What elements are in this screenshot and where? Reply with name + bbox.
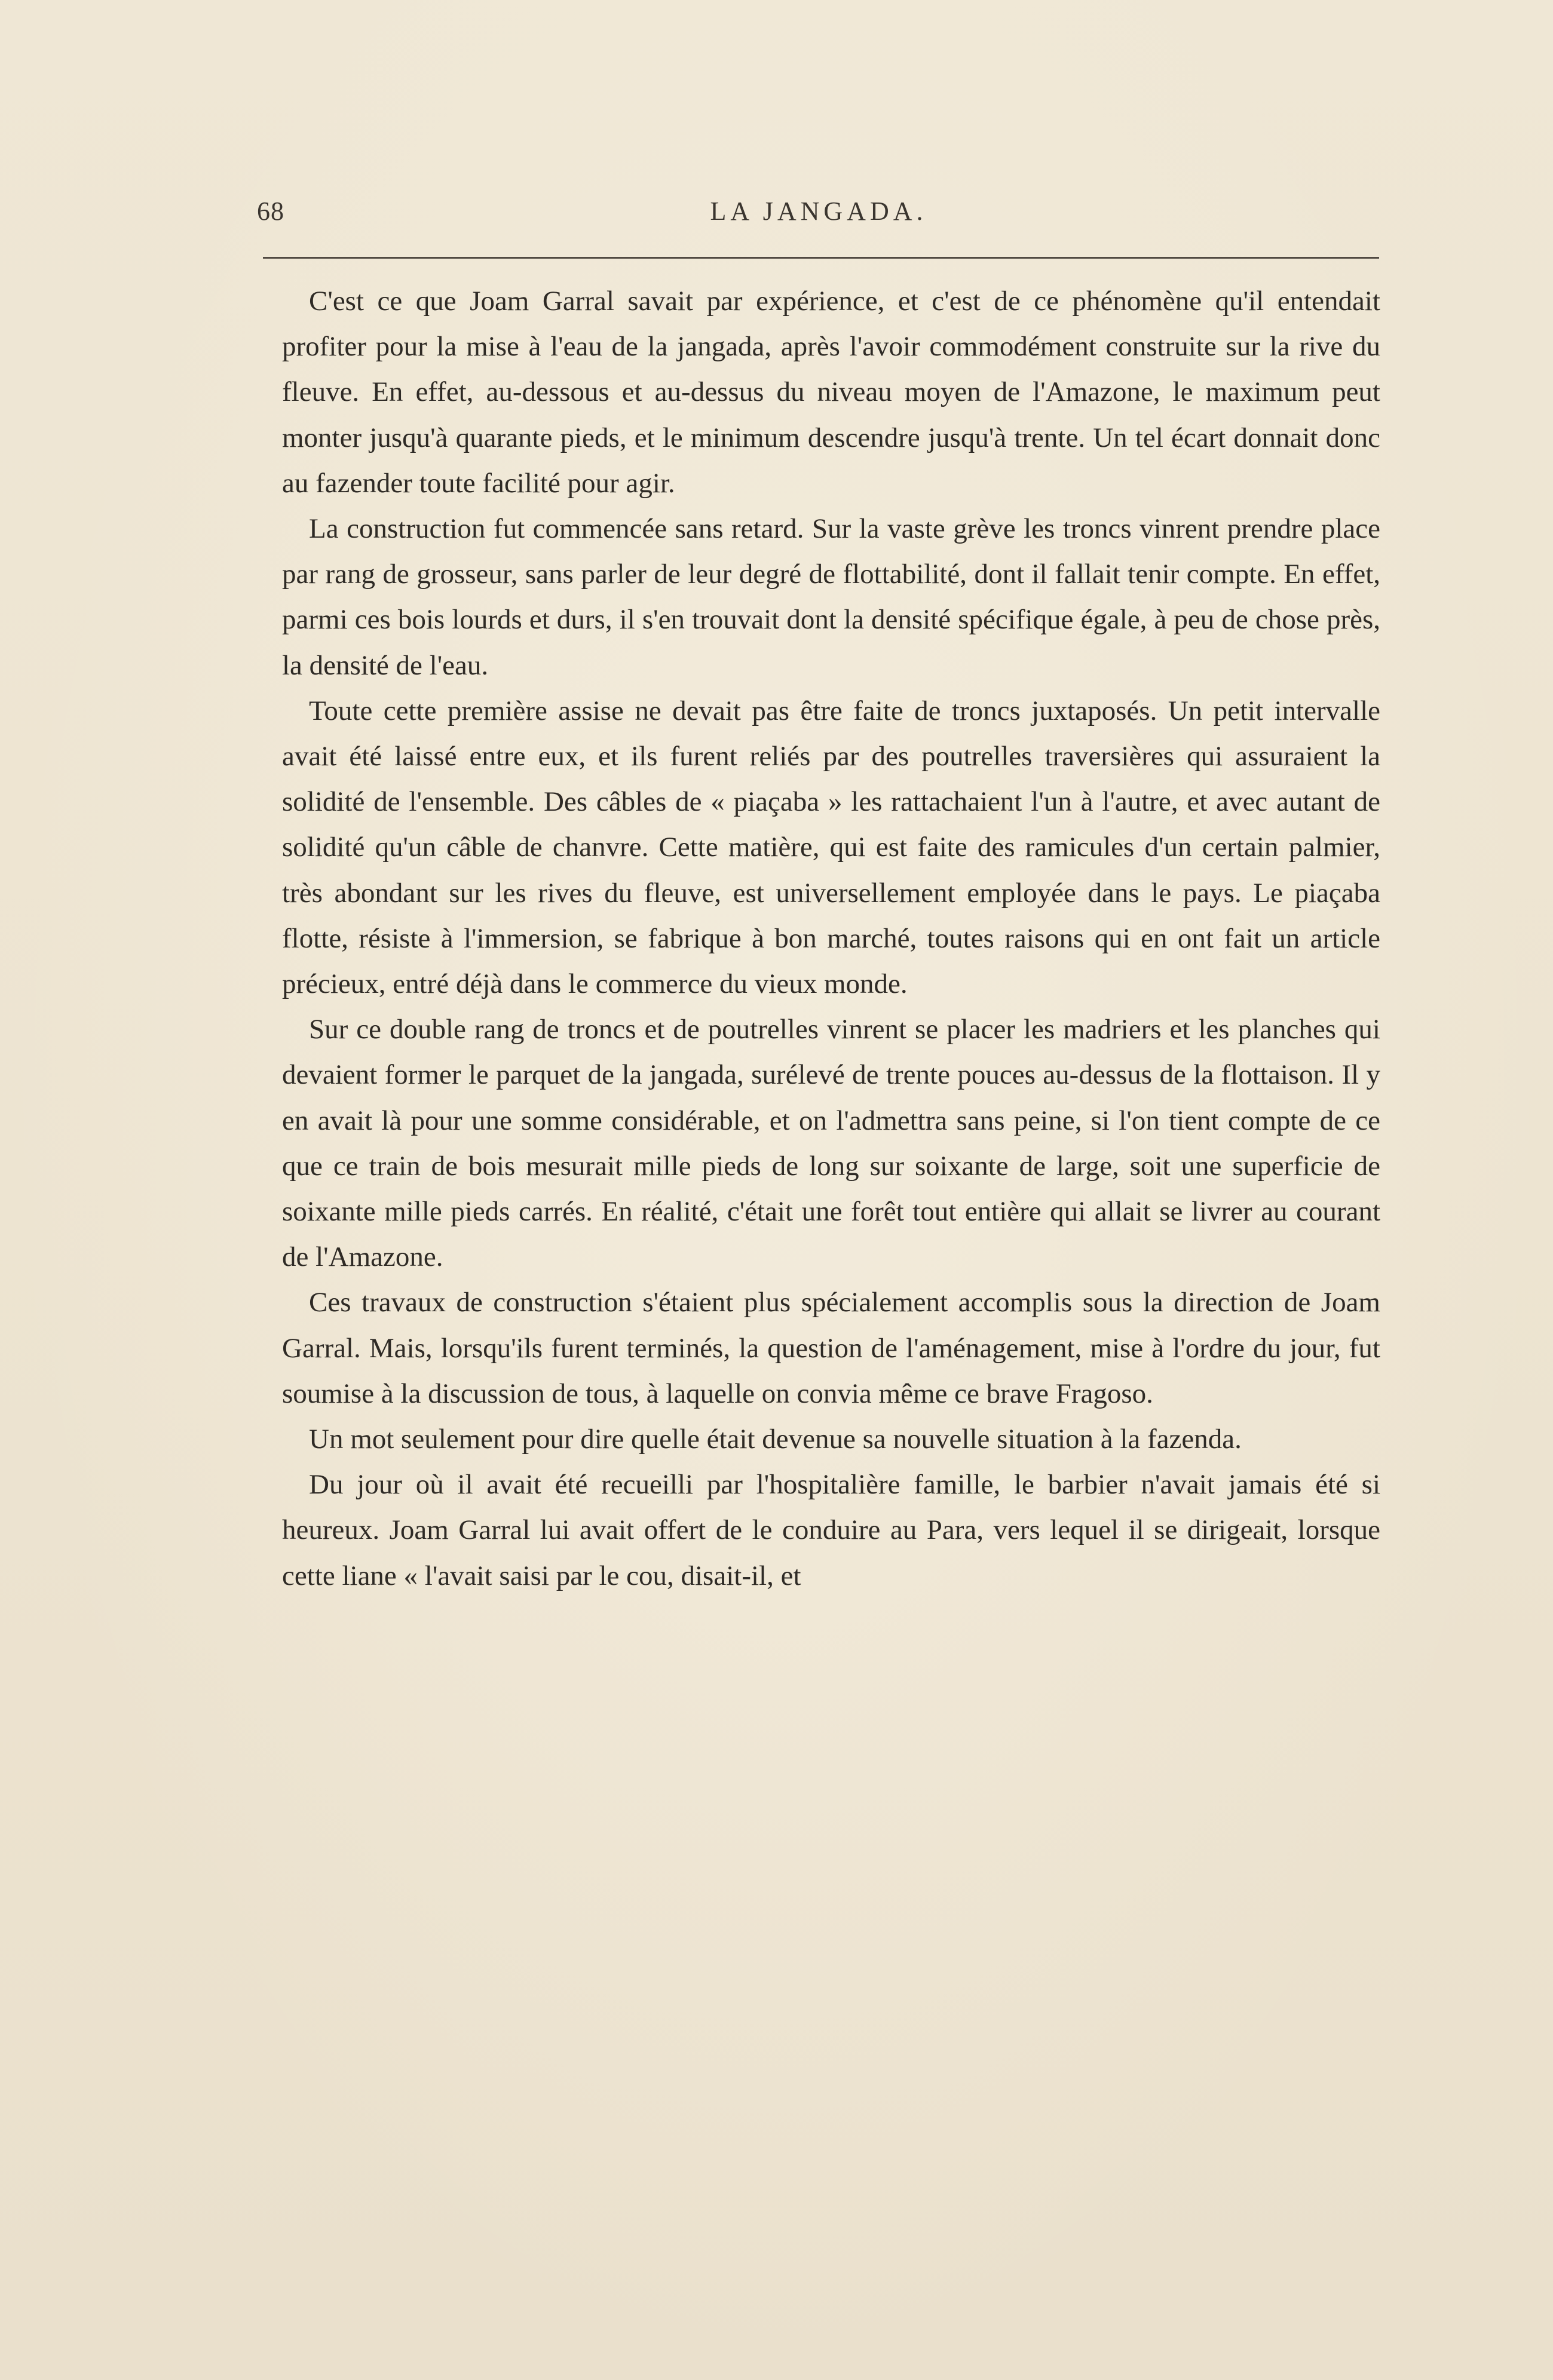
page-number: 68 [257, 197, 284, 226]
paragraph: Sur ce double rang de troncs et de poutrelles vinrent se placer les madriers et les planches qui devaient former le parquet de la jangada, surélevé de trente pouces au-dessus de la flottaison. Il y en avait là pour une somme considérable, et on l'admettra sans peine, si l'on tient compte de ce que ce train de bois mesurait mille pieds de long sur soixante de large, soit une superficie de soixante mille pieds carrés. En réalité, c'était une forêt tout entière qui allait se livrer au courant de l'Amazone. [282, 1014, 1380, 1273]
paragraph: Un mot seulement pour dire quelle était devenue sa nouvelle situation à la fazenda. [309, 1424, 1242, 1455]
running-title: LA JANGADA. [710, 197, 927, 226]
paragraph: Du jour où il avait été recueilli par l'hospitalière famille, le barbier n'avait jamais été si heureux. Joam Garral lui avait offert de le conduire au Para, vers lequel il se dirigeait, lorsque cette liane « l'avait saisi par le cou, disait-il, et [282, 1469, 1380, 1591]
paragraph: La construction fut commencée sans retard. Sur la vaste grève les troncs vinrent prendre place par rang de grosseur, sans parler de leur degré de flottabilité, dont il fallait tenir compte. En effet, parmi ces bois lourds et durs, il s'en trouvait dont la densité spécifique égale, à peu de chose près, la densité de l'eau. [282, 513, 1380, 681]
header-rule [263, 257, 1379, 259]
body-text [282, 278, 1380, 1599]
paragraph: Ces travaux de construction s'étaient plus spécialement accomplis sous la direction de Joam Garral. Mais, lorsqu'ils furent terminés, la question de l'aménagement, mise à l'ordre du jour, fut soumise à la discussion de tous, à laquelle on convia même ce brave Fragoso. [282, 1287, 1380, 1409]
paragraph: C'est ce que Joam Garral savait par expérience, et c'est de ce phénomène qu'il entendait profiter pour la mise à l'eau de la jangada, après l'avoir commodément construite sur la rive du fleuve. En effet, au-dessous et au-dessus du niveau moyen de l'Amazone, le maximum peut monter jusqu'à quarante pieds, et le minimum descendre jusqu'à trente. Un tel écart donnait donc au fazender toute facilité pour agir. [282, 286, 1380, 499]
page-header [257, 190, 1380, 238]
paragraph: Toute cette première assise ne devait pas être faite de troncs juxtaposés. Un petit intervalle avait été laissé entre eux, et ils furent reliés par des poutrelles traversières qui assuraient la solidité de l'ensemble. Des câbles de « piaçaba » les rattachaient l'un à l'autre, et avec autant de solidité qu'un câble de chanvre. Cette matière, qui est faite des ramicules d'un certain palmier, très abondant sur les rives du fleuve, est universellement employée dans le pays. Le piaçaba flotte, résiste à l'immersion, se fabrique à bon marché, toutes raisons qui en ont fait un article précieux, entré déjà dans le commerce du vieux monde. [282, 695, 1380, 1000]
